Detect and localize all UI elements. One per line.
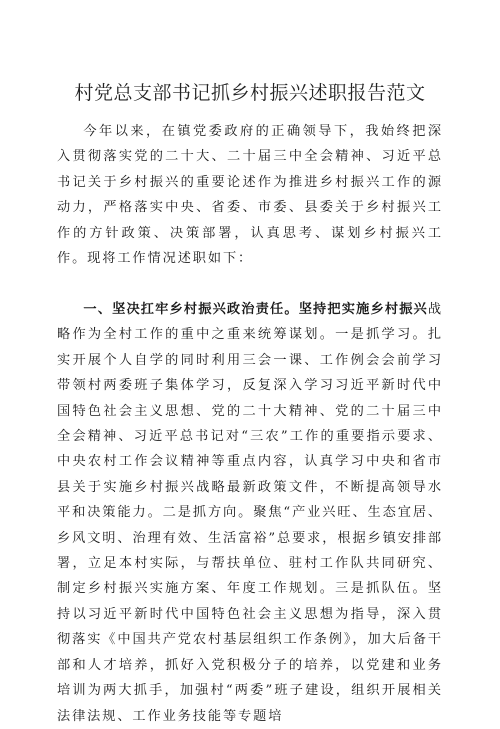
paragraph-intro bbox=[57, 119, 443, 271]
document-title: 村党总支部书记抓乡村振兴述职报告范文 bbox=[74, 82, 426, 104]
paragraph-intro-text: 今年以来，在镇党委政府的正确领导下，我始终把深入贯彻落实党的二十大、二十届三中全会精神、习近平总书记关于乡村振兴的重要论述作为推进乡村振兴工作的源动力，严格落实中央、省委、市委、县委关于乡村振兴工作的方针政策、决策部署，认真思考、谋划乡村振兴工作。现将工作情况述职如下： bbox=[57, 124, 443, 267]
paragraph-section-1 bbox=[57, 297, 443, 729]
section-1-text: 战略作为全村工作的重中之重来统筹谋划。一是抓学习。扎实开展个人自学的同时利用三会一课、工作例会会前学习带领村两委班子集体学习，反复深入学习习近平新时代中国特色社会主义思想、党的二十大精神、党的二十届三中全会精神、习近平总书记对“三农”工作的重要指示要求、中央农村工作会议精神等重点内容，认真学习中央和省市县关于实施乡村振兴战略最新政策文件，不断提高领导水平和决策能力。二是抓方向。聚焦“产业兴旺、生态宜居、乡风文明、治理有效、生活富裕”总要求，根据乡镇安排部署，立足本村实际，与帮扶单位、驻村工作队共同研究、制定乡村振兴实施方案、年度工作规划。三是抓队伍。坚持以习近平新时代中国特色社会主义思想为指导，深入贯彻落实《中国共产党农村基层组织工作条例》，加大后备干部和人才培养，抓好入党积极分子的培养，以党建和业务培训为两大抓手，加强村“两委”班子建设，组织开展相关法律法规、工作业务技能等专题培 bbox=[57, 302, 443, 724]
section-1-heading: 一、坚决扛牢乡村振兴政治责任。坚持把实施乡村振兴 bbox=[83, 302, 428, 317]
